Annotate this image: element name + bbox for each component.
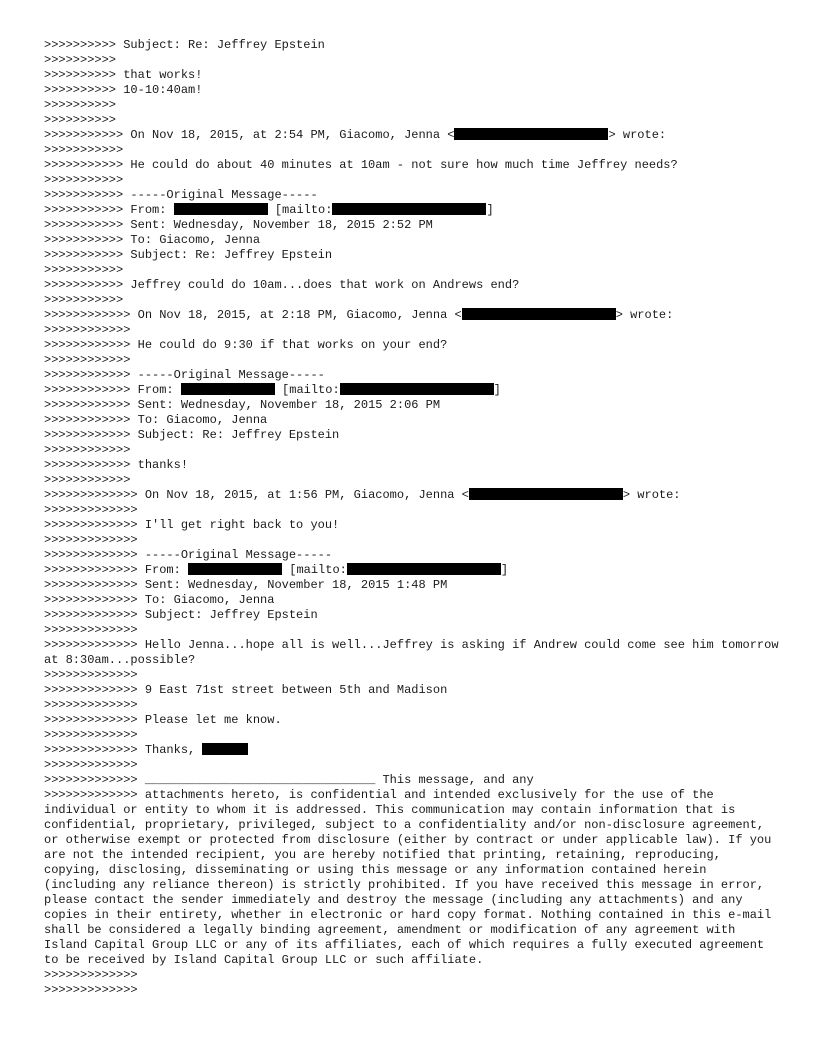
quote-line: >>>>>>>>>>>	[44, 143, 124, 157]
redaction-bar	[454, 128, 608, 140]
quote-line: >>>>>>>>>>>>	[44, 323, 131, 337]
quote-line: >>>>>>>>>>>	[44, 263, 124, 277]
msg3-original: >>>>>>>>>>>> -----Original Message-----	[44, 368, 325, 382]
msg5-hello: >>>>>>>>>>>>> Hello Jenna...hope all is well...Jeffrey is asking if Andrew could come see him tomorrow at 8:30am...possible?	[44, 638, 779, 667]
msg3-wrote: >>>>>>>>>>>> On Nov 18, 2015, at 2:18 PM, Giacomo, Jenna < > wrote:	[44, 308, 674, 322]
quote-line: >>>>>>>>>>	[44, 53, 117, 67]
msg2-subject: >>>>>>>>>>> Subject: Re: Jeffrey Epstein	[44, 248, 333, 262]
quote-line: >>>>>>>>>>>>>	[44, 698, 138, 712]
quote-line: >>>>>>>>>>>>	[44, 473, 131, 487]
quote-line: >>>>>>>>>>>>>	[44, 623, 138, 637]
msg2-sent: >>>>>>>>>>> Sent: Wednesday, November 18, 2015 2:52 PM	[44, 218, 433, 232]
msg4-wrote: >>>>>>>>>>>>> On Nov 18, 2015, at 1:56 PM, Giacomo, Jenna < > wrote:	[44, 488, 681, 502]
msg4-from: >>>>>>>>>>>>> From: [mailto: ]	[44, 563, 509, 577]
redaction-bar	[462, 308, 616, 320]
quote-line: >>>>>>>>>>	[44, 98, 117, 112]
quote-line: >>>>>>>>>>>>>	[44, 758, 138, 772]
redaction-bar	[340, 383, 494, 395]
msg1-line2: >>>>>>>>>> 10-10:40am!	[44, 83, 203, 97]
msg3-from: >>>>>>>>>>>> From: [mailto: ]	[44, 383, 501, 397]
msg3-sent: >>>>>>>>>>>> Sent: Wednesday, November 18, 2015 2:06 PM	[44, 398, 441, 412]
msg2-wrote: >>>>>>>>>>> On Nov 18, 2015, at 2:54 PM, Giacomo, Jenna < > wrote:	[44, 128, 667, 142]
redaction-bar	[181, 383, 275, 395]
msg4-sent: >>>>>>>>>>>>> Sent: Wednesday, November 18, 2015 1:48 PM	[44, 578, 448, 592]
quote-line: >>>>>>>>>>>>>	[44, 728, 138, 742]
msg5-address: >>>>>>>>>>>>> 9 East 71st street between 5th and Madison	[44, 683, 448, 697]
quote-line: >>>>>>>>>>>>>	[44, 668, 138, 682]
quote-line: >>>>>>>>>>>>	[44, 353, 131, 367]
msg3-subject: >>>>>>>>>>>> Subject: Re: Jeffrey Epstein	[44, 428, 340, 442]
quote-line: >>>>>>>>>>>>>	[44, 533, 138, 547]
msg4-body: >>>>>>>>>>>>> I'll get right back to you!	[44, 518, 340, 532]
msg2-original: >>>>>>>>>>> -----Original Message-----	[44, 188, 318, 202]
msg2-from: >>>>>>>>>>> From: [mailto: ]	[44, 203, 494, 217]
redaction-bar	[469, 488, 623, 500]
msg2-reply: >>>>>>>>>>> Jeffrey could do 10am...does that work on Andrews end?	[44, 278, 520, 292]
msg5-disclaimer: >>>>>>>>>>>>> attachments hereto, is confidential and intended exclusively for the use of the individual or entity to whom it is addressed. This communication may contain information that is confidential, proprietary, privileged, subject to a confidentiality and/or non-disclosure agreement, or otherwise exempt or protected from disclosure (either by contract or under applicable law). If you are not the intended recipient, you are hereby notified that printing, retaining, reproducing, copying, disclosing, disseminating or using this message or any information contained herein (including any reliance thereon) is strictly prohibited. If you have received this message in error, please contact the sender immediately and destroy the message (including any attachments) and any copies in their entirety, whether in electronic or hard copy format. Nothing contained in this e-mail shall be considered a legally binding agreement, amendment or modification of any agreement with Island Capital Group LLC or any of its affiliates, each of which requires a fully executed agreement to be received by Island Capital Group LLC or such affiliate.	[44, 788, 772, 967]
msg2-body: >>>>>>>>>>> He could do about 40 minutes at 10am - not sure how much time Jeffrey needs?	[44, 158, 678, 172]
redaction-bar	[347, 563, 501, 575]
msg4-subject: >>>>>>>>>>>>> Subject: Jeffrey Epstein	[44, 608, 318, 622]
msg1-line1: >>>>>>>>>> that works!	[44, 68, 203, 82]
quote-line: >>>>>>>>>>	[44, 113, 117, 127]
msg3-to: >>>>>>>>>>>> To: Giacomo, Jenna	[44, 413, 268, 427]
msg4-original: >>>>>>>>>>>>> -----Original Message-----	[44, 548, 333, 562]
quote-line: >>>>>>>>>>>>>	[44, 968, 138, 982]
redaction-bar	[188, 563, 282, 575]
msg2-to: >>>>>>>>>>> To: Giacomo, Jenna	[44, 233, 261, 247]
msg4-to: >>>>>>>>>>>>> To: Giacomo, Jenna	[44, 593, 275, 607]
msg3-reply: >>>>>>>>>>>> thanks!	[44, 458, 189, 472]
msg5-letme: >>>>>>>>>>>>> Please let me know.	[44, 713, 282, 727]
msg5-signature-line: >>>>>>>>>>>>> ________________________________ This message, and any	[44, 773, 534, 787]
quote-line: >>>>>>>>>>>>>	[44, 983, 138, 997]
redaction-bar	[332, 203, 486, 215]
redaction-bar	[202, 743, 248, 755]
quote-line: >>>>>>>>>>>>>	[44, 503, 138, 517]
msg3-body: >>>>>>>>>>>> He could do 9:30 if that works on your end?	[44, 338, 448, 352]
quote-line: >>>>>>>>>>>	[44, 293, 124, 307]
quote-line: >>>>>>>>>>>	[44, 173, 124, 187]
msg1-subject: >>>>>>>>>> Subject: Re: Jeffrey Epstein	[44, 38, 325, 52]
msg5-thanks: >>>>>>>>>>>>> Thanks,	[44, 743, 784, 758]
email-document	[44, 38, 784, 998]
redaction-bar	[174, 203, 268, 215]
quote-line: >>>>>>>>>>>>	[44, 443, 131, 457]
